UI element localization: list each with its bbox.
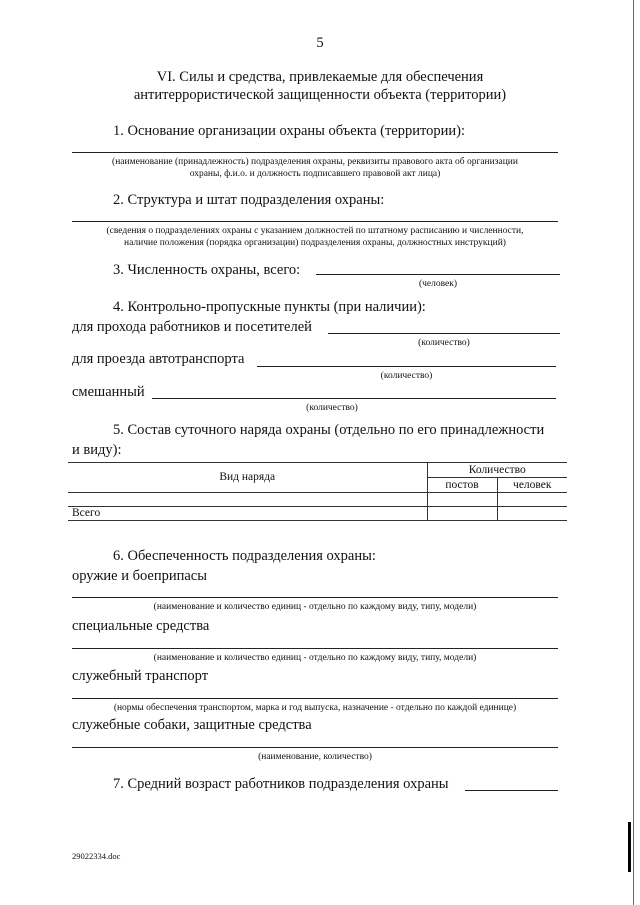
fill-line-2[interactable] xyxy=(72,221,558,222)
header-posts: постов xyxy=(427,478,497,493)
weapons-label: оружие и боеприпасы xyxy=(72,568,207,584)
item-3-hint: (человек) xyxy=(418,279,458,289)
special-means-label: специальные средства xyxy=(72,618,210,634)
item-7-title: 7. Средний возраст работников подразделения охраны xyxy=(113,776,449,792)
item-2-hint-1: (сведения о подразделениях охраны с указанием должностей по штатному расписанию и численности, xyxy=(106,226,524,236)
transport-label: служебный транспорт xyxy=(72,668,209,684)
fill-line-1[interactable] xyxy=(72,152,558,153)
checkpoint-mixed-hint: (количество) xyxy=(306,403,358,413)
checkpoint-vehicle-label: для проезда автотранспорта xyxy=(72,351,245,367)
duty-composition-table xyxy=(68,462,567,521)
total-people-cell[interactable] xyxy=(497,507,567,521)
header-quantity: Количество xyxy=(427,463,567,478)
fill-line-transport[interactable] xyxy=(72,698,558,699)
fill-line-checkpoint-vehicle[interactable] xyxy=(257,366,556,367)
fill-line-checkpoint-mixed[interactable] xyxy=(152,398,556,399)
special-means-hint: (наименование и количество единиц - отдельно по каждому виду, типу, модели) xyxy=(153,653,477,663)
item-3-title: 3. Численность охраны, всего: xyxy=(113,262,301,278)
weapons-hint: (наименование и количество единиц - отдельно по каждому виду, типу, модели) xyxy=(153,602,477,612)
table-cell-empty[interactable] xyxy=(497,493,567,507)
checkpoint-pedestrian-label: для прохода работников и посетителей xyxy=(72,319,312,335)
fill-line-weapons[interactable] xyxy=(72,597,558,598)
fill-line-checkpoint-pedestrian[interactable] xyxy=(328,333,560,334)
dogs-label: служебные собаки, защитные средства xyxy=(72,717,312,733)
fill-line-3[interactable] xyxy=(316,274,560,275)
total-label: Всего xyxy=(68,507,427,521)
header-duty-type: Вид наряда xyxy=(68,463,427,493)
section-heading-line1: VI. Силы и средства, привлекаемые для обеспечения xyxy=(156,69,484,85)
table-row xyxy=(68,493,567,507)
header-people: человек xyxy=(497,478,567,493)
checkpoint-pedestrian-hint: (количество) xyxy=(418,338,470,348)
item-5-title-line2: и виду): xyxy=(72,442,122,458)
total-posts-cell[interactable] xyxy=(427,507,497,521)
scan-edge-mark xyxy=(628,822,631,872)
page-number: 5 xyxy=(316,35,324,51)
table-cell-empty[interactable] xyxy=(68,493,427,507)
item-1-hint-1: (наименование (принадлежность) подразделения охраны, реквизиты правового акта об организации xyxy=(112,157,518,167)
item-6-title: 6. Обеспеченность подразделения охраны: xyxy=(113,548,376,564)
table-cell-empty[interactable] xyxy=(427,493,497,507)
fill-line-average-age[interactable] xyxy=(465,790,558,791)
item-1-hint-2: охраны, ф.и.о. и должность подписавшего правовой акт лица) xyxy=(189,169,441,179)
dogs-hint: (наименование, количество) xyxy=(258,752,372,762)
item-5-title-line1: 5. Состав суточного наряда охраны (отдельно по его принадлежности xyxy=(113,422,545,438)
table-row-total xyxy=(68,507,567,521)
item-2-hint-2: наличие положения (порядка организации) подразделения охраны, должностных инструкций) xyxy=(124,238,506,248)
fill-line-special-means[interactable] xyxy=(72,648,558,649)
section-heading-line2: антитеррористической защищенности объекта (территории) xyxy=(133,87,507,103)
fill-line-dogs[interactable] xyxy=(72,747,558,748)
footer-filename: 29022334.doc xyxy=(72,851,121,861)
item-4-title: 4. Контрольно-пропускные пункты (при наличии): xyxy=(113,299,426,315)
scan-edge xyxy=(633,0,634,905)
checkpoint-mixed-label: смешанный xyxy=(72,384,145,400)
checkpoint-vehicle-hint: (количество) xyxy=(380,371,433,381)
transport-hint: (нормы обеспечения транспортом, марка и год выпуска, назначение - отдельно по каждой единице) xyxy=(113,703,517,713)
item-2-title: 2. Структура и штат подразделения охраны: xyxy=(113,192,385,208)
item-1-title: 1. Основание организации охраны объекта (территории): xyxy=(113,123,466,139)
